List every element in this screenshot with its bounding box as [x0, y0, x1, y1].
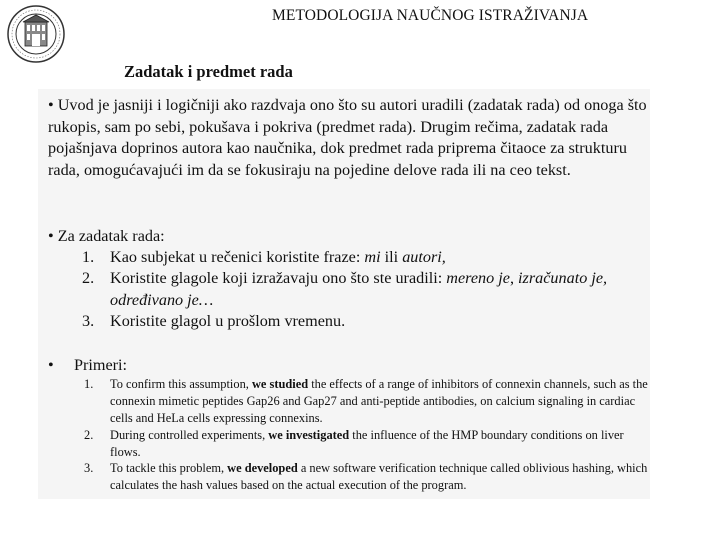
university-seal-logo [6, 4, 66, 64]
examples-bullet: • [48, 356, 54, 374]
item-number: 2. [82, 269, 95, 287]
item-number: 2. [84, 428, 94, 442]
university-seal-icon [6, 4, 66, 64]
item-text: To tackle this problem, we developed a new software verification technique called oblivious hashing, which calculates the hash values based on the actual execution of the program. [110, 461, 648, 492]
item-text: Kao subjekat u rečenici koristite fraze: mi ili autori, [110, 248, 446, 266]
item-text: During controlled experiments, we investigated the influence of the HMP boundary conditions on liver flows. [110, 428, 624, 459]
item-text: To confirm this assumption, we studied the effects of a range of inhibitors of connexin channels, such as the connexin mimetic peptides Gap26 and Gap27 and anti-peptide antibodies, on calcium signaling in cardiac cells and HeLa cells expressing connexins. [110, 377, 648, 425]
item-text: Koristite glagole koji izražavaju ono što ste uradili: mereno je, izračunato je, određivano je… [110, 269, 608, 309]
item-text: Koristite glagol u prošlom vremenu. [110, 312, 346, 330]
item-number: 1. [84, 377, 94, 391]
bullet-marker: • [48, 96, 54, 114]
examples-heading: Primeri: [74, 356, 128, 374]
section-title: Zadatak i predmet rada [124, 62, 293, 81]
intro-paragraph [48, 95, 648, 181]
presentation-title: METODOLOGIJA NAUČNOG ISTRAŽIVANJA [272, 7, 589, 24]
intro-text: Uvod je jasniji i logičniji ako razdvaja ono što su autori uradili (zadatak rada) od onoga što rukopis, sam po sebi, pokušava i pokriva (predmet rada). Drugim rečima, zadatak rada pojašnjava doprinos autora kao naučnika, dok predmet rada priprema čitaoce za strukturu rada, omogućavajući im da se fokusiraju na pojedine delove rada ili na ceo tekst. [48, 96, 647, 179]
task-heading: • Za zadatak rada: [48, 227, 165, 245]
item-number: 3. [82, 312, 95, 330]
item-number: 3. [84, 461, 94, 475]
item-number: 1. [82, 248, 95, 266]
